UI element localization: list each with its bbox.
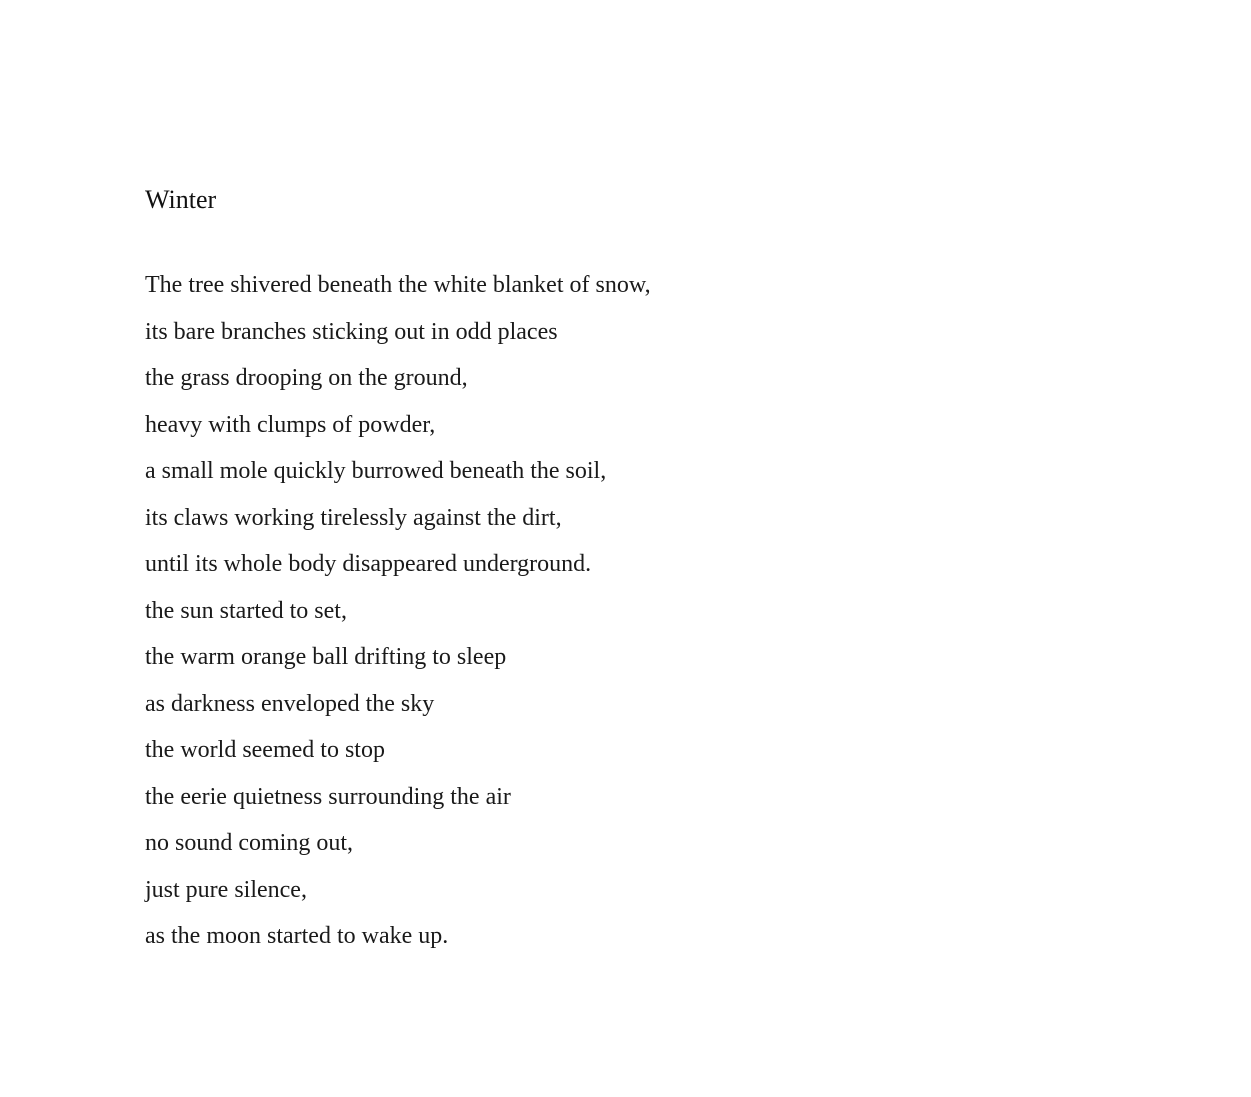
poem-line: the world seemed to stop xyxy=(145,737,385,763)
poem-line: its bare branches sticking out in odd places xyxy=(145,318,558,345)
poem-line: the warm orange ball drifting to sleep xyxy=(145,644,507,670)
poem-line: a small mole quickly burrowed beneath the soil, xyxy=(145,458,607,484)
poem-line: the grass drooping on the ground, xyxy=(145,365,468,391)
poem-line: just pure silence, xyxy=(145,876,307,903)
poem-line: as the moon started to wake up. xyxy=(145,923,449,949)
poem-line: until its whole body disappeared underground. xyxy=(145,551,592,577)
poem-line: The tree shivered beneath the white blanket of snow, xyxy=(145,272,651,298)
poem-line: the eerie quietness surrounding the air xyxy=(145,783,511,810)
poem-body xyxy=(145,262,651,960)
poem-title: Winter xyxy=(145,185,217,214)
poem-line: no sound coming out, xyxy=(145,830,353,856)
poem-line: as darkness enveloped the sky xyxy=(145,690,435,717)
poem-line: heavy with clumps of powder, xyxy=(145,411,436,438)
poem-page xyxy=(145,182,1045,949)
poem-line: its claws working tirelessly against the dirt, xyxy=(145,504,562,531)
poem-line: the sun started to set, xyxy=(145,597,347,624)
